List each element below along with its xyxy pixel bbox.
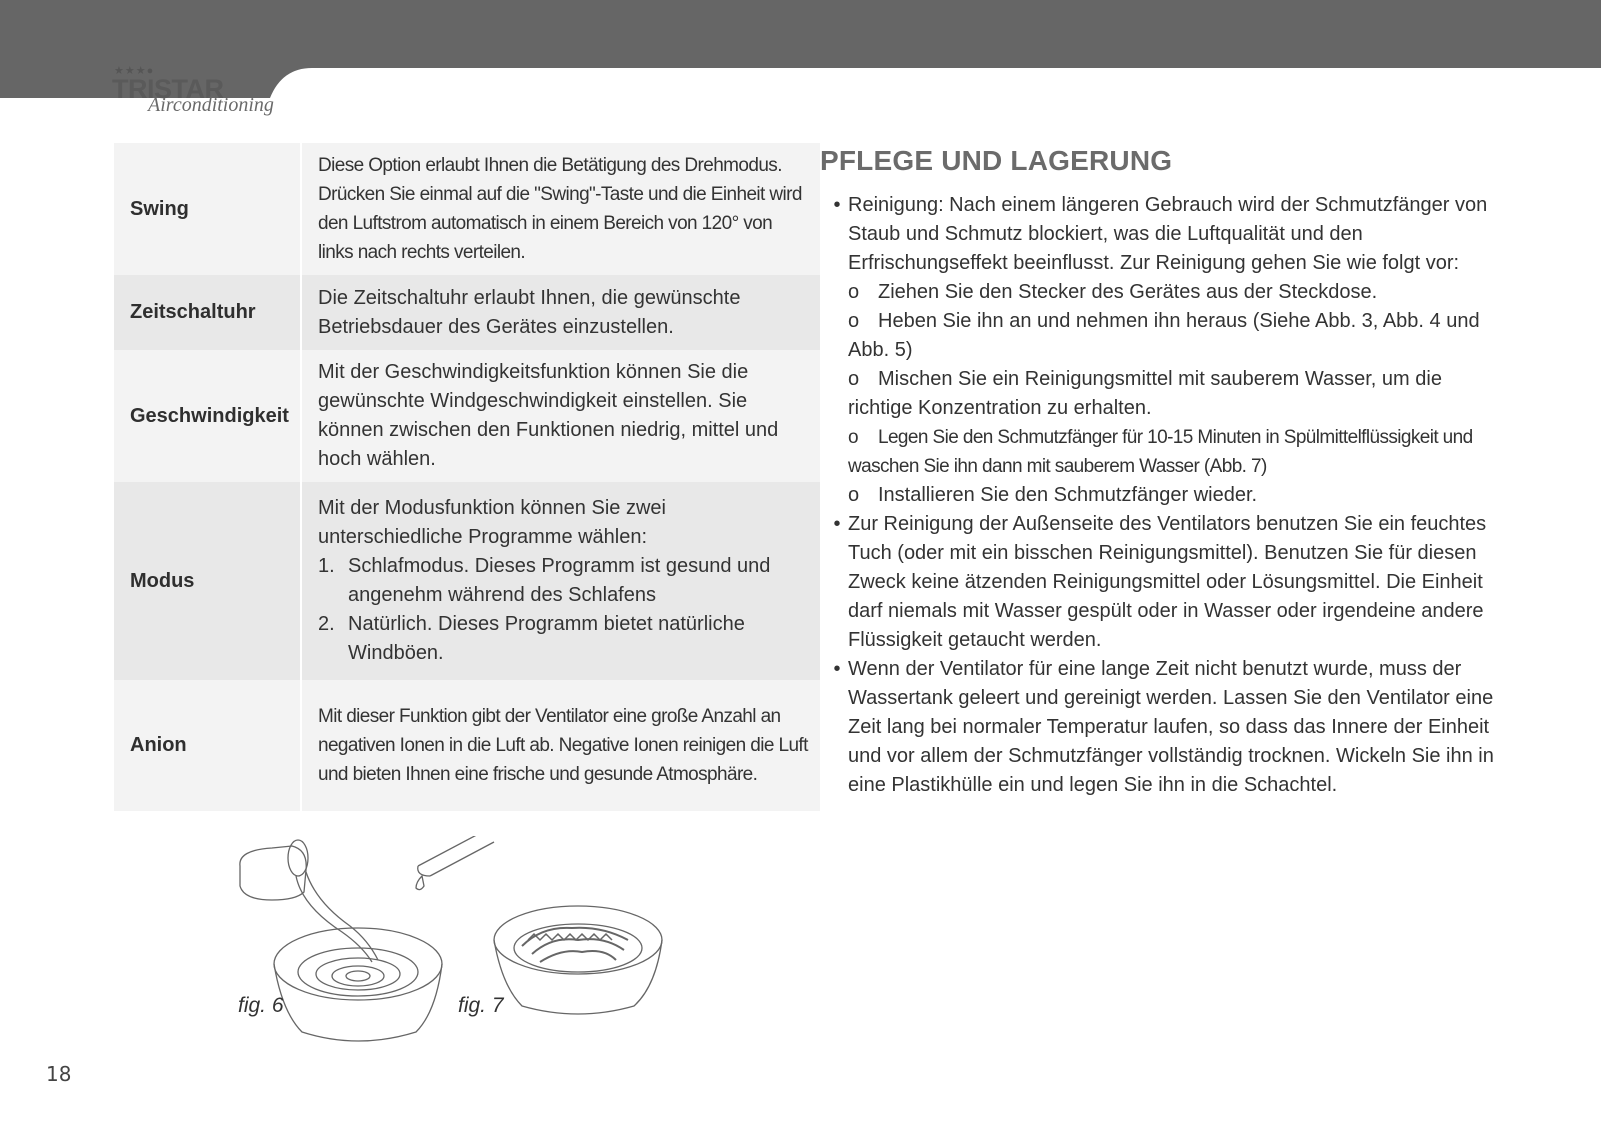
section-title: PFLEGE UND LAGERUNG: [820, 145, 1173, 176]
sub-bullet: o: [848, 427, 858, 448]
fig6-label: fig. 6: [238, 994, 284, 1017]
sub-bullet: o: [848, 484, 860, 506]
cleaning-step: [848, 307, 1500, 365]
bullet: •: [833, 513, 841, 535]
list-number: 1.: [318, 555, 335, 577]
storage-text: Wenn der Ventilator für eine lange Zeit nicht benutzt wurde, muss der Wassertank geleert und gereinigt werden. Lassen Sie den Ventilator eine Zeit lang bei normaler Temperatur laufen, so dass das Innere der Einheit und vor allem der Schmutzfänger vollständig trocknen. Wickeln Sie ihn in eine Plastikhülle ein und legen Sie ihn in die Schachtel.: [848, 658, 1494, 796]
step-text: Legen Sie den Schmutzfänger für 10-15 Minuten in Spülmittelflüssigkeit und waschen Sie ihn dann mit sauberem Wasser (Abb. 7): [848, 427, 1473, 477]
table-row-swing: [114, 143, 820, 275]
logo-stars: ★★★●: [114, 65, 155, 77]
feature-name: Zeitschaltuhr: [114, 275, 301, 350]
logo-brand: TRISTAR: [112, 74, 224, 104]
step-text: Installieren Sie den Schmutzfänger wieder.: [878, 484, 1258, 506]
feature-description-modus: [301, 482, 820, 680]
feature-description: Diese Option erlaubt Ihnen die Betätigung des Drehmodus. Drücken Sie einmal auf die "Swing"-Taste und die Einheit wird den Luftstrom automatisch in einem Bereich von 120° von links nach rechts verteilen.: [301, 143, 820, 275]
bullet: •: [833, 194, 841, 216]
care-section: [820, 145, 1500, 800]
cleaning-intro: Reinigung: Nach einem längeren Gebrauch wird der Schmutzfänger von Staub und Schmutz blockiert, was die Luftqualität und den Erfrischungseffekt beeinflusst. Zur Reinigung gehen Sie wie folgt vor:: [848, 194, 1488, 274]
cleaning-step: [848, 365, 1500, 423]
list-number: 2.: [318, 613, 335, 635]
table-row-anion: [114, 680, 820, 811]
sub-bullet: o: [848, 368, 860, 390]
modus-intro: Mit der Modusfunktion können Sie zwei unterschiedliche Programme wählen:: [318, 497, 666, 548]
exterior-text: Zur Reinigung der Außenseite des Ventilators benutzen Sie ein feuchtes Tuch (oder mit ein bisschen Reinigungsmittel). Benutzen Sie für diesen Zweck keine ätzenden Reinigungsmittel oder Lösungsmittel. Die Einheit darf niemals mit Wasser gespült oder in Wasser oder irgendeine andere Flüssigkeit getaucht werden.: [848, 513, 1487, 651]
feature-name: Swing: [114, 143, 301, 275]
table-row-modus: [114, 482, 820, 680]
fig7-label: fig. 7: [458, 994, 504, 1017]
list-item: [318, 552, 808, 610]
step-text: Heben Sie ihn an und nehmen ihn heraus (Siehe Abb. 3, Abb. 4 und Abb. 5): [848, 310, 1480, 361]
bullet: •: [833, 658, 841, 680]
tristar-logo: [112, 64, 282, 122]
logo-subtitle: Airconditioning: [148, 94, 274, 116]
sub-bullet: o: [848, 281, 860, 303]
step-text: Ziehen Sie den Stecker des Gerätes aus der Steckdose.: [878, 281, 1378, 303]
feature-description: Die Zeitschaltuhr erlaubt Ihnen, die gewünschte Betriebsdauer des Gerätes einzustellen.: [301, 275, 820, 350]
care-item-storage: [820, 655, 1500, 800]
list-text: Schlafmodus. Dieses Programm ist gesund und angenehm während des Schlafens: [348, 555, 771, 606]
care-item-cleaning: [820, 191, 1500, 510]
modus-list: [318, 552, 808, 668]
list-text: Natürlich. Dieses Programm bietet natürliche Windböen.: [348, 613, 745, 664]
care-item-exterior: [820, 510, 1500, 655]
fig7-drawing: [494, 906, 662, 1014]
list-item: [318, 610, 808, 668]
cleaning-step: [848, 481, 1500, 510]
feature-table: [114, 143, 820, 811]
sub-bullet: o: [848, 310, 860, 332]
step-text: Mischen Sie ein Reinigungsmittel mit sauberem Wasser, um die richtige Konzentration zu erhalten.: [848, 368, 1442, 419]
feature-name: Geschwindigkeit: [114, 350, 301, 482]
feature-description: Mit dieser Funktion gibt der Ventilator eine große Anzahl an negativen Ionen in die Luft ab. Negative Ionen reinigen die Luft und bieten Ihnen eine frische und gesunde Atmosphäre.: [301, 680, 820, 811]
table-row-zeitschaltuhr: [114, 275, 820, 350]
page-number: 18: [46, 1062, 72, 1086]
feature-name: Modus: [114, 482, 301, 680]
cleaning-step: [848, 278, 1500, 307]
cleaning-step: [848, 423, 1500, 481]
feature-name: Anion: [114, 680, 301, 811]
feature-description: Mit der Geschwindigkeitsfunktion können Sie die gewünschte Windgeschwindigkeit einstellen. Sie können zwischen den Funktionen niedrig, mittel und hoch wählen.: [301, 350, 820, 482]
cleaning-illustrations: [232, 836, 692, 1062]
table-row-geschwindigkeit: [114, 350, 820, 482]
